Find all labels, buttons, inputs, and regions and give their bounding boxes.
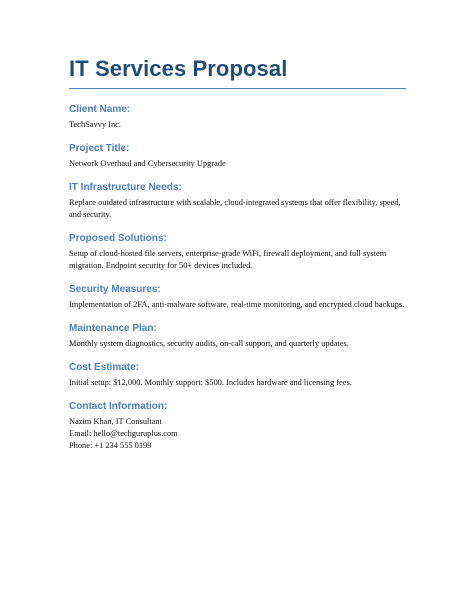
body-line: Network Overhaul and Cybersecurity Upgrade — [69, 159, 226, 168]
section-body — [69, 338, 406, 350]
section-body — [69, 299, 406, 311]
contact-name: Nazim Khan, IT Consultant — [69, 417, 162, 426]
section-heading: Security Measures: — [69, 284, 161, 295]
section-body — [69, 377, 406, 389]
section-heading: IT Infrastructure Needs: — [69, 182, 182, 193]
section-heading: Proposed Solutions: — [69, 233, 167, 244]
section-contact-information — [69, 400, 406, 452]
section-body — [69, 416, 406, 452]
section-maintenance-plan — [69, 322, 406, 350]
section-body — [69, 158, 406, 170]
section-it-infrastructure-needs — [69, 181, 406, 221]
body-line: Implementation of 2FA, anti-malware software, real-time monitoring, and encrypted cloud backups. — [69, 300, 405, 309]
section-heading: Maintenance Plan: — [69, 323, 157, 334]
contact-email: Email: hello@techguruplus.com — [69, 429, 178, 438]
title-divider — [69, 88, 406, 89]
body-line: Replace outdated infrastructure with scalable, cloud-integrated systems that offer flexibility, speed, and security. — [69, 198, 401, 219]
section-security-measures — [69, 283, 406, 311]
body-line: TechSavvy Inc. — [69, 120, 121, 129]
section-cost-estimate — [69, 361, 406, 389]
body-line: Monthly system diagnostics, security audits, on-call support, and quarterly updates. — [69, 339, 349, 348]
section-proposed-solutions — [69, 232, 406, 272]
page-title: IT Services Proposal — [69, 56, 288, 81]
section-body — [69, 248, 406, 272]
section-body — [69, 119, 406, 131]
section-project-title — [69, 142, 406, 170]
section-heading: Cost Estimate: — [69, 362, 140, 373]
body-line: Setup of cloud-hosted file servers, enterprise-grade WiFi, firewall deployment, and full system migration. Endpoint security for 50+ devices included. — [69, 249, 387, 270]
body-line: Initial setup: $12,000. Monthly support: $500. Includes hardware and licensing fees. — [69, 378, 352, 387]
section-heading: Contact Information: — [69, 401, 168, 412]
section-heading: Client Name: — [69, 104, 131, 115]
section-body — [69, 197, 406, 221]
section-heading: Project Title: — [69, 143, 130, 154]
section-client-name — [69, 103, 406, 131]
contact-phone: Phone: +1 234 555 0199 — [69, 441, 152, 450]
